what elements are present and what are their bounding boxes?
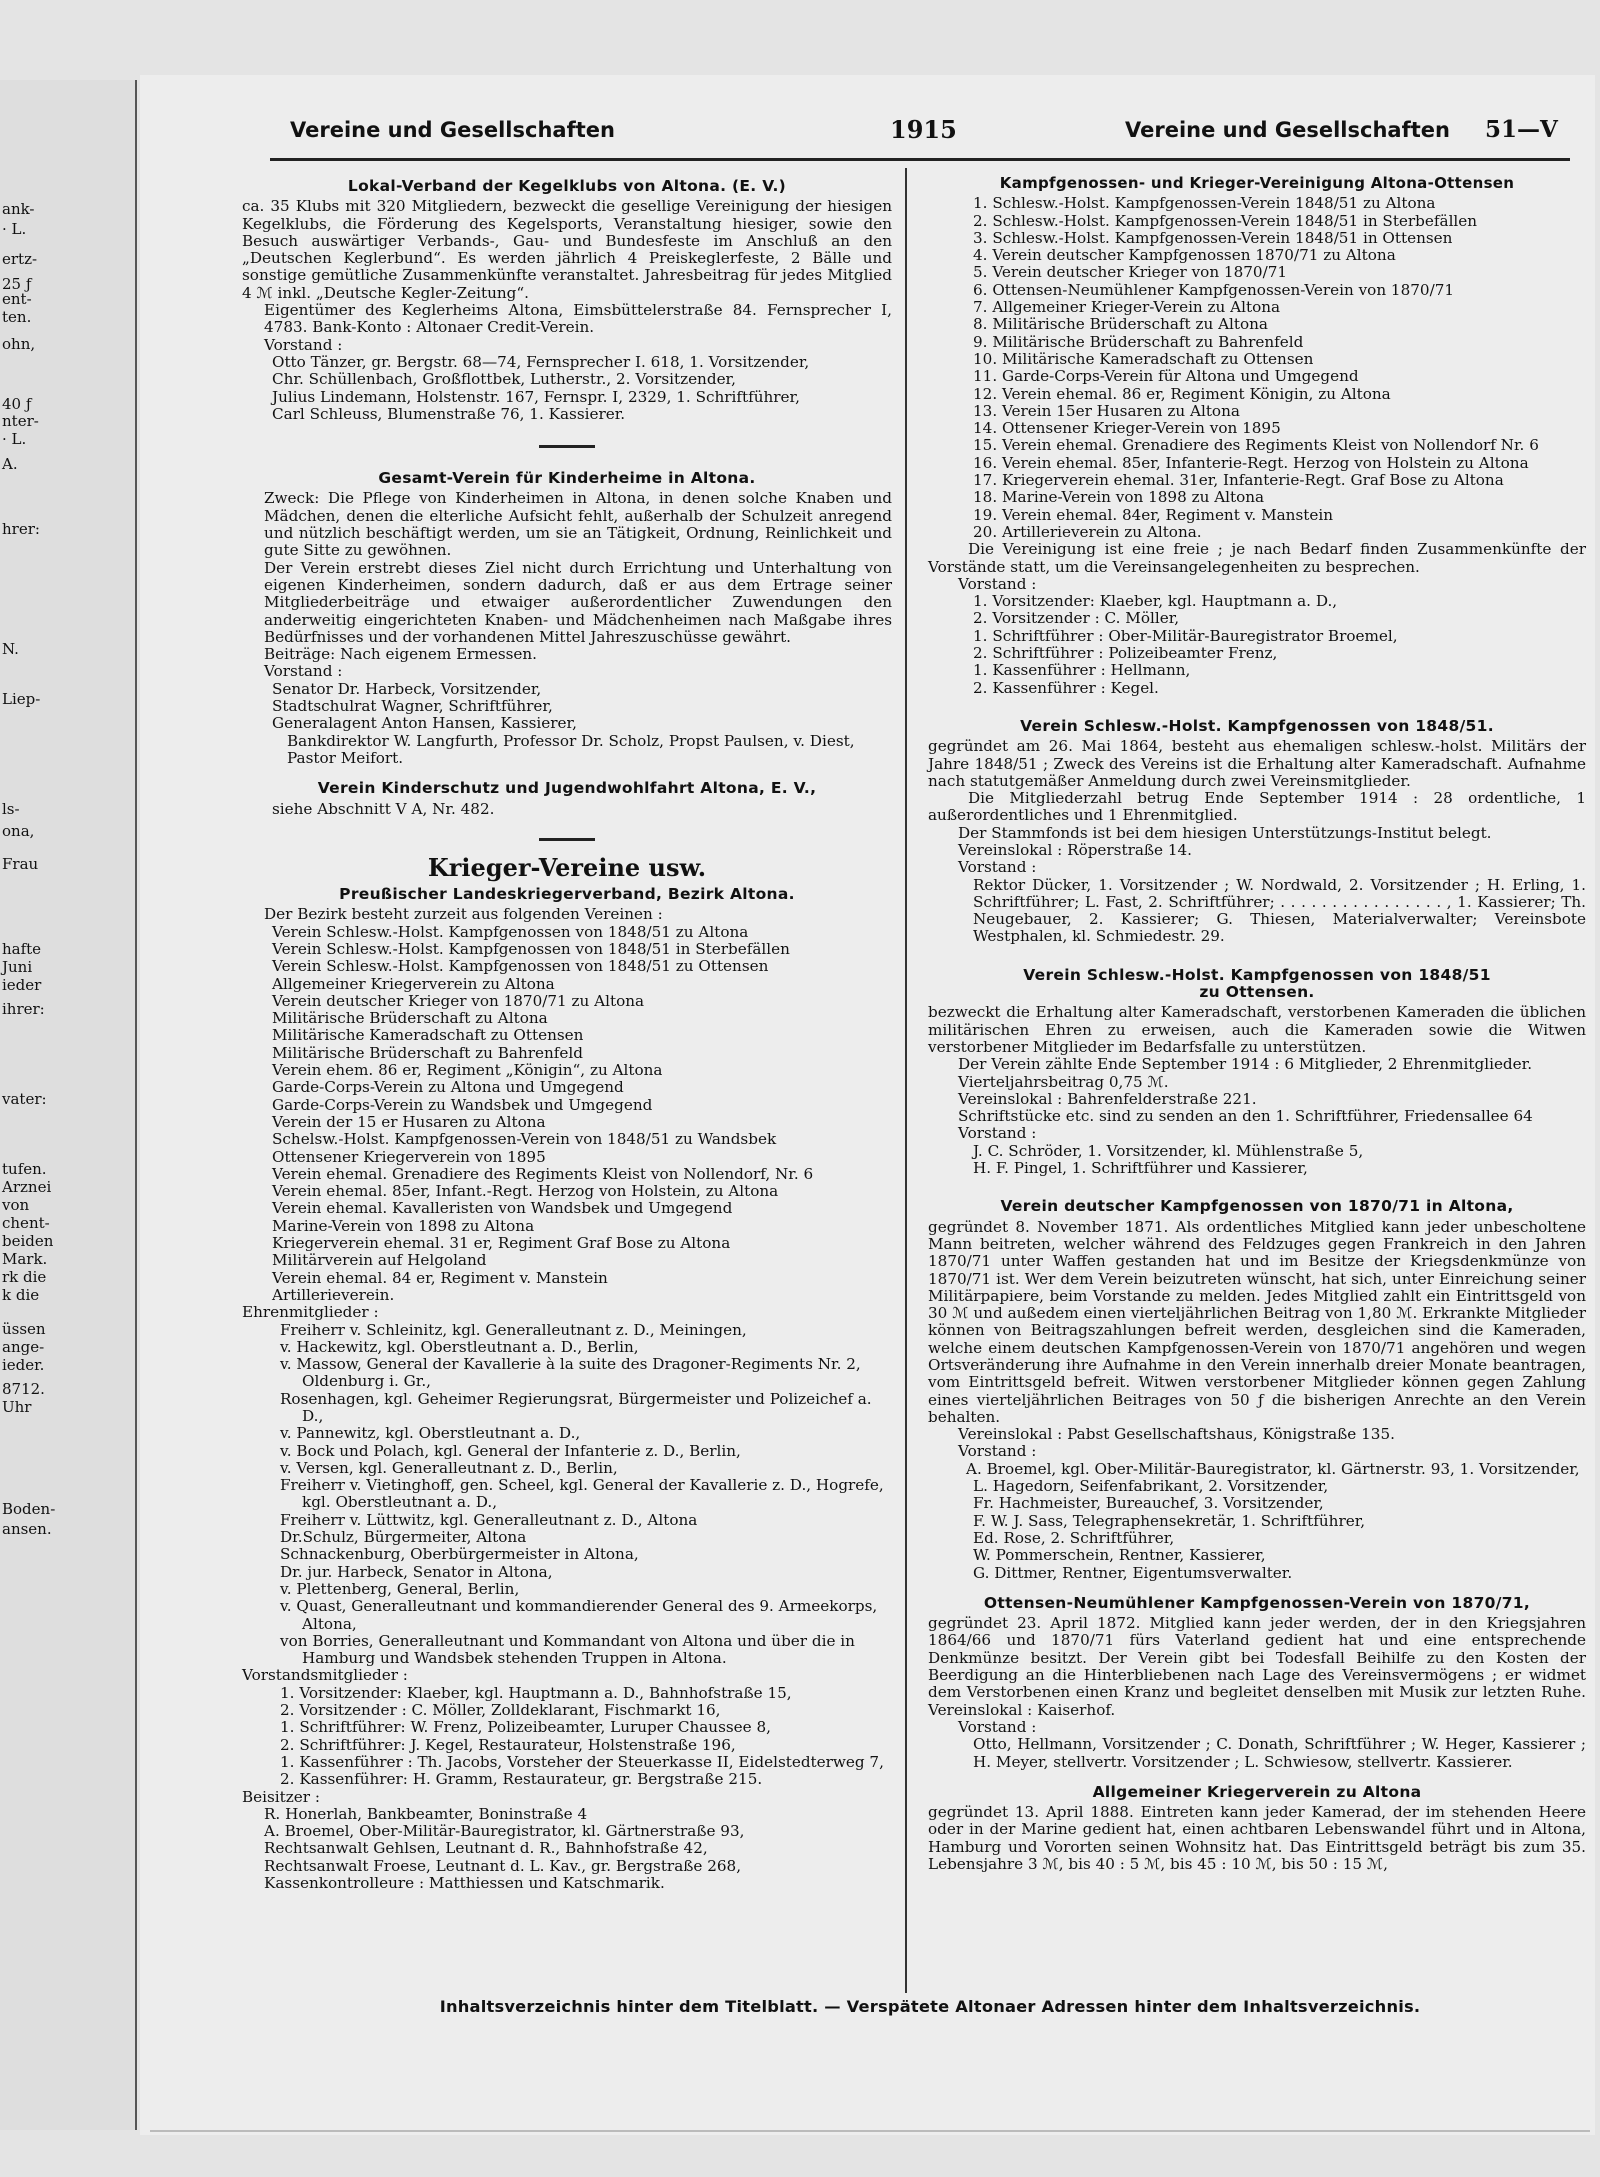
running-head-right: Vereine und Gesellschaften — [1125, 118, 1450, 142]
section-text: Schriftstücke etc. sind zu senden an den 1. Schriftführer, Friedensallee 64 — [958, 1107, 1533, 1126]
list-item: 14. Ottensener Krieger-Verein von 1895 — [973, 419, 1281, 438]
beisitzer-label: Beisitzer : — [242, 1787, 320, 1806]
section-title: Lokal-Verband der Kegelklubs von Altona. (E. V.) — [347, 177, 787, 195]
list-item: 19. Verein ehemal. 84er, Regiment v. Manstein — [973, 505, 1333, 524]
section-subtitle: zu Ottensen. — [1199, 983, 1315, 1002]
list-item: Freiherr v. Schleinitz, kgl. Generalleutnant z. D., Meiningen, — [280, 1320, 747, 1339]
previous-page-fragment: ank- — [2, 200, 35, 218]
list-item: 18. Marine-Verein von 1898 zu Altona — [973, 488, 1265, 507]
previous-page-fragment: 40 ƒ — [2, 395, 32, 413]
previous-page-fragment: · L. — [2, 430, 27, 448]
previous-page-fragment: ieder. — [2, 1356, 45, 1374]
list-item: 1. Vorsitzender: Klaeber, kgl. Hauptmann a. D., — [973, 592, 1338, 611]
list-item: 11. Garde-Corps-Verein für Altona und Umgegend — [973, 367, 1359, 386]
section-text: Der Bezirk besteht zurzeit aus folgenden Vereinen : — [264, 905, 663, 924]
previous-page-fragment: ange- — [2, 1338, 45, 1356]
section-text: Vereinslokal : Bahrenfelderstraße 221. — [958, 1089, 1257, 1108]
list-item: Fr. Hachmeister, Bureauchef, 3. Vorsitzender, — [973, 1494, 1324, 1513]
section-title: Kampfgenossen- und Krieger-Vereinigung Altona-Ottensen — [999, 174, 1515, 192]
page-number: 51—V — [1485, 116, 1558, 143]
list-item: Militärische Brüderschaft zu Bahrenfeld — [272, 1043, 583, 1062]
vorstand-label: Vorstand : — [958, 1442, 1037, 1461]
list-item: 5. Verein deutscher Krieger von 1870/71 — [973, 263, 1288, 282]
list-item: 10. Militärische Kameradschaft zu Ottensen — [973, 349, 1314, 368]
list-item: Ed. Rose, 2. Schriftführer, — [973, 1528, 1175, 1547]
list-item: v. Hackewitz, kgl. Oberstleutnant a. D., Berlin, — [280, 1337, 639, 1356]
previous-page-fragment: A. — [2, 455, 18, 473]
list-item: Marine-Verein von 1898 zu Altona — [272, 1216, 535, 1235]
previous-page-fragment: vater: — [2, 1090, 47, 1108]
list-item: 1. Vorsitzender: Klaeber, kgl. Hauptmann a. D., Bahnhofstraße 15, — [280, 1683, 792, 1702]
section-text: Die Vereinigung ist eine freie ; je nach Bedarf finden Zusammenkünfte der Vorstände statt, um die Vereinsangelegenheiten zu besprechen. — [928, 540, 1586, 576]
list-item: Freiherr v. Lüttwitz, kgl. Generalleutnant z. D., Altona — [280, 1510, 698, 1529]
section-text: siehe Abschnitt V A, Nr. 482. — [272, 799, 495, 818]
section-divider — [539, 445, 595, 448]
list-item: Generalagent Anton Hansen, Kassierer, — [272, 714, 577, 733]
list-item: Militärische Brüderschaft zu Altona — [272, 1009, 548, 1028]
list-item: Dr. jur. Harbeck, Senator in Altona, — [280, 1562, 553, 1581]
previous-page-fragment: Frau — [2, 855, 39, 873]
previous-page-fragment: ertz- — [2, 250, 38, 268]
previous-page-fragment: ls- — [2, 800, 20, 818]
running-head-left: Vereine und Gesellschaften — [290, 118, 615, 142]
list-item: 12. Verein ehemal. 86 er, Regiment Königin, zu Altona — [973, 384, 1391, 403]
list-item: J. C. Schröder, 1. Vorsitzender, kl. Mühlenstraße 5, — [973, 1141, 1364, 1160]
list-item: Militärische Kameradschaft zu Ottensen — [272, 1026, 584, 1045]
list-item: 7. Allgemeiner Krieger-Verein zu Altona — [973, 298, 1281, 317]
list-item: Verein ehemal. 85er, Infant.-Regt. Herzog von Holstein, zu Altona — [272, 1182, 779, 1201]
ehren-label: Ehrenmitglieder : — [242, 1303, 379, 1322]
previous-page-fragment: üssen — [2, 1320, 46, 1338]
list-item: Garde-Corps-Verein zu Wandsbek und Umgegend — [272, 1095, 653, 1114]
list-item: 2. Vorsitzender : C. Möller, Zolldeklarant, Fischmarkt 16, — [280, 1701, 721, 1720]
list-item: H. F. Pingel, 1. Schriftführer und Kassierer, — [973, 1159, 1308, 1178]
running-head-year: 1915 — [890, 115, 957, 144]
previous-page-fragment: ansen. — [2, 1520, 52, 1538]
section-text: Otto, Hellmann, Vorsitzender ; C. Donath, Schriftführer ; W. Heger, Kassierer ; H. Meyer, stellvertr. Vorsitzender ; L. Schwiesow, stellvertr. Kassierer. — [973, 1735, 1586, 1771]
list-item: Dr.Schulz, Bürgermeiter, Altona — [280, 1528, 527, 1547]
previous-page-fragment: nter- — [2, 412, 39, 430]
list-item: Freiherr v. Vietinghoff, gen. Scheel, kgl. General der Kavallerie z. D., Hogrefe, kgl. Oberstleutnant a. D., — [280, 1476, 884, 1512]
section-title: Preußischer Landeskriegerverband, Bezirk Altona. — [339, 885, 795, 904]
section-text: Rektor Dücker, 1. Vorsitzender ; W. Nordwald, 2. Vorsitzender ; H. Erling, 1. Schriftführer; L. Fast, 2. Schriftführer; . . . . . . . . . . . . . . . . , 1. Kassierer; Th. Neugebauer, 2. Kassierer; G. Thiesen, Materialverwalter; Vereinsbote Westphalen, kl. Schmiedestr. 29. — [973, 875, 1586, 946]
list-item: 2. Schriftführer: J. Kegel, Restaurateur, Holstenstraße 196, — [280, 1735, 736, 1754]
list-item: 2. Kassenführer: H. Gramm, Restaurateur, gr. Bergstraße 215. — [280, 1770, 763, 1789]
section-text: Der Verein erstrebt dieses Ziel nicht durch Errichtung und Unterhaltung von eigenen Kinderheimen, sondern dadurch, daß er aus dem Ertrage seiner Mitgliederbeiträge und etwaiger außerordentlicher Zuwendungen den anderweitig eingerichteten Knaben- und Mädchenheimen nach Maßgabe ihres Bedürfnisses und der vorhandenen Mittel Jahreszuschüsse gewährt. — [264, 558, 892, 646]
list-item: 17. Kriegerverein ehemal. 31er, Infanterie-Regt. Graf Bose zu Altona — [973, 471, 1504, 490]
chapter-title: Krieger-Vereine usw. — [427, 852, 707, 882]
previous-page-fragment: Mark. — [2, 1250, 48, 1268]
list-item: v. Versen, kgl. Generalleutnant z. D., Berlin, — [280, 1458, 618, 1477]
list-item: 1. Schlesw.-Holst. Kampfgenossen-Verein 1848/51 zu Altona — [973, 194, 1436, 213]
section-text: bezweckt die Erhaltung alter Kameradschaft, verstorbenen Kameraden die üblichen militärischen Ehren zu erweisen, auch die Kameraden sowie die Witwen verstorbener Mitglieder im Bedarfsfalle zu unterstützen. — [928, 1003, 1586, 1056]
previous-page-fragment: N. — [2, 640, 19, 658]
page-footer: Inhaltsverzeichnis hinter dem Titelblatt. — Verspätete Altonaer Adressen hinter dem Inhaltsverzeichnis. — [439, 1997, 1421, 2016]
section-text: gegründet 13. April 1888. Eintreten kann jeder Kamerad, der im stehenden Heere oder in der Marine gedient hat, einen achtbaren Lebenswandel führt und in Altona, Hamburg und Vororten seinen Wohnsitz hat. Das Eintrittsgeld beträgt bis zum 35. Lebensjahre 3 ℳ, bis 40 : 5 ℳ, bis 45 : 10 ℳ, bis 50 : 15 ℳ, — [928, 1803, 1586, 1874]
previous-page-fragment: ten. — [2, 308, 32, 326]
list-item: F. W. J. Sass, Telegraphensekretär, 1. Schriftführer, — [973, 1511, 1366, 1530]
list-item: Verein ehemal. Kavalleristen von Wandsbek und Umgegend — [272, 1199, 733, 1218]
previous-page-fragment: beiden — [2, 1232, 54, 1250]
list-item: Rosenhagen, kgl. Geheimer Regierungsrat, Bürgermeister und Polizeichef a. D., — [280, 1389, 872, 1425]
section-divider — [539, 838, 595, 841]
list-item: 16. Verein ehemal. 85er, Infanterie-Regt. Herzog von Holstein zu Altona — [973, 453, 1529, 472]
list-item: Verein der 15 er Husaren zu Altona — [272, 1112, 546, 1131]
list-item: Bankdirektor W. Langfurth, Professor Dr. Scholz, Propst Paulsen, v. Diest, Pastor Meifort. — [287, 731, 855, 767]
previous-page-fragment: hafte — [2, 940, 42, 958]
section-title: Verein Schlesw.-Holst. Kampfgenossen von 1848/51 — [1023, 965, 1491, 984]
list-item: Verein deutscher Krieger von 1870/71 zu Altona — [272, 991, 645, 1010]
section-title: Gesamt-Verein für Kinderheime in Altona. — [378, 469, 756, 488]
section-text: Die Mitgliederzahl betrug Ende September 1914 : 28 ordentliche, 1 außerordentliches und 1 Ehrenmitglied. — [928, 789, 1586, 825]
page-bottom-edge — [150, 2130, 1590, 2132]
list-item: 2. Schlesw.-Holst. Kampfgenossen-Verein 1848/51 in Sterbefällen — [973, 211, 1478, 230]
list-item: Senator Dr. Harbeck, Vorsitzender, — [272, 679, 542, 698]
previous-page-fragment: Liep- — [2, 690, 41, 708]
list-item: 2. Schriftführer : Polizeibeamter Frenz, — [973, 644, 1278, 663]
list-item: Stadtschulrat Wagner, Schriftführer, — [272, 697, 553, 716]
left-column — [242, 175, 892, 1892]
list-item: Verein ehem. 86 er, Regiment „Königin“, zu Altona — [272, 1061, 663, 1080]
list-item: Kriegerverein ehemal. 31 er, Regiment Graf Bose zu Altona — [272, 1234, 731, 1253]
list-item: R. Honerlah, Bankbeamter, Boninstraße 4 — [264, 1804, 588, 1823]
vorstand-label: Vorstandsmitglieder : — [242, 1666, 408, 1685]
previous-page-fragment: ihrer: — [2, 1000, 45, 1018]
list-item: G. Dittmer, Rentner, Eigentumsverwalter. — [973, 1563, 1293, 1582]
list-item: Julius Lindemann, Holstenstr. 167, Fernspr. I, 2329, 1. Schriftführer, — [272, 387, 800, 406]
previous-page-fragment: ohn, — [2, 335, 36, 353]
list-item: v. Quast, Generalleutnant und kommandierender General des 9. Armeekorps, Altona, — [280, 1597, 878, 1633]
list-item: 1. Schriftführer: W. Frenz, Polizeibeamter, Luruper Chaussee 8, — [280, 1718, 771, 1737]
section-text: ca. 35 Klubs mit 320 Mitgliedern, bezweckt die gesellige Vereinigung der hiesigen Kegelklubs, die Förderung des Kegelsports, Veranstaltung hiesiger, sowie den Besuch auswärtiger Verbands-, Gau- und Bundesfeste im Anschluß an den „Deutschen Keglerbund“. Es werden jährlich 4 Preiskeglerfeste, 2 Bälle und sonstige gemütliche Zusammenkünfte veranstaltet. Jahresbeitrag für jedes Mitglied 4 ℳ inkl. „Deutsche Kegler-Zeitung“. — [242, 197, 892, 302]
list-item: 3. Schlesw.-Holst. Kampfgenossen-Verein 1848/51 in Ottensen — [973, 228, 1453, 247]
section-text: Vereinslokal : Röperstraße 14. — [958, 840, 1193, 859]
previous-page-fragment: rk die — [2, 1268, 47, 1286]
list-item: Artillerieverein. — [272, 1285, 395, 1304]
list-item: v. Pannewitz, kgl. Oberstleutnant a. D., — [280, 1424, 581, 1443]
previous-page-edge — [0, 80, 137, 2130]
right-column — [928, 172, 1586, 1873]
list-item: Verein ehemal. Grenadiere des Regiments Kleist von Nollendorf, Nr. 6 — [272, 1164, 814, 1183]
previous-page-fragment: 8712. — [2, 1380, 45, 1398]
previous-page-fragment: ona, — [2, 822, 35, 840]
list-item: 1. Schriftführer : Ober-Militär-Bauregistrator Broemel, — [973, 626, 1398, 645]
section-text: Zweck: Die Pflege von Kinderheimen in Altona, in denen solche Knaben und Mädchen, denen die elterliche Aufsicht fehlt, außerhalb der Schulzeit anregend und nützlich beschäftigt werden, um sie an Tätigkeit, Ordnung, Reinlichkeit und gute Sitte zu gewöhnen. — [264, 489, 892, 560]
running-head — [140, 115, 1560, 158]
section-text: gegründet 23. April 1872. Mitglied kann jeder werden, der in den Kriegsjahren 1864/66 und 1870/71 fürs Vaterland gedient hat und eine entsprechende Denkmünze besitzt. Der Verein gibt bei Todesfall Beihilfe zu den Kosten der Beerdigung an die Hinterbliebenen nach Lage des Vereinsvermögens ; er widmet dem Verstorbenen einen Kranz und begleitet denselben mit Musik zur letzten Ruhe. Vereinslokal : Kaiserhof. — [928, 1614, 1586, 1719]
list-item: 20. Artillerieverein zu Altona. — [973, 522, 1202, 541]
list-item: 2. Vorsitzender : C. Möller, — [973, 609, 1180, 628]
previous-page-fragment: ieder — [2, 976, 42, 994]
list-item: 13. Verein 15er Husaren zu Altona — [973, 401, 1240, 420]
list-item: Chr. Schüllenbach, Großflottbek, Lutherstr., 2. Vorsitzender, — [272, 370, 736, 389]
list-item: Kassenkontrolleure : Matthiessen und Katschmarik. — [264, 1874, 665, 1893]
list-item: 1. Kassenführer : Hellmann, — [973, 661, 1191, 680]
list-item: 1. Kassenführer : Th. Jacobs, Vorsteher der Steuerkasse II, Eidelstedterweg 7, — [280, 1752, 884, 1771]
list-item: A. Broemel, Ober-Militär-Bauregistrator, kl. Gärtnerstraße 93, — [264, 1822, 745, 1841]
list-item: Schelsw.-Holst. Kampfgenossen-Verein von 1848/51 zu Wandsbek — [272, 1130, 777, 1149]
list-item: 4. Verein deutscher Kampfgenossen 1870/71 zu Altona — [973, 246, 1396, 265]
list-item: 15. Verein ehemal. Grenadiere des Regiments Kleist von Nollendorf Nr. 6 — [973, 436, 1539, 455]
previous-page-fragment: ent- — [2, 290, 32, 308]
list-item: Ottensener Kriegerverein von 1895 — [272, 1147, 546, 1166]
list-item: 9. Militärische Brüderschaft zu Bahrenfeld — [973, 332, 1304, 351]
list-item: Carl Schleuss, Blumenstraße 76, 1. Kassierer. — [272, 404, 626, 423]
section-text: Der Stammfonds ist bei dem hiesigen Unterstützungs-Institut belegt. — [958, 823, 1492, 842]
list-item: Rechtsanwalt Gehlsen, Leutnant d. R., Bahnhofstraße 42, — [264, 1839, 708, 1858]
column-rule — [905, 168, 907, 1993]
previous-page-fragment: tufen. — [2, 1160, 47, 1178]
list-item: Schnackenburg, Oberbürgermeister in Altona, — [280, 1545, 639, 1564]
section-text: Vereinslokal : Pabst Gesellschaftshaus, Königstraße 135. — [958, 1425, 1395, 1444]
section-title: Ottensen-Neumühlener Kampfgenossen-Verein von 1870/71, — [983, 1593, 1531, 1612]
previous-page-fragment: · L. — [2, 220, 27, 238]
list-item: Verein Schlesw.-Holst. Kampfgenossen von 1848/51 in Sterbefällen — [272, 939, 790, 958]
head-rule — [270, 158, 1570, 161]
section-text: Vierteljahrsbeitrag 0,75 ℳ. — [958, 1072, 1169, 1091]
vorstand-label: Vorstand : — [264, 335, 343, 354]
vorstand-label: Vorstand : — [958, 1717, 1037, 1736]
list-item: 2. Kassenführer : Kegel. — [973, 678, 1159, 697]
list-item: 6. Ottensen-Neumühlener Kampfgenossen-Verein von 1870/71 — [973, 280, 1455, 299]
previous-page-fragment: 25 ƒ — [2, 275, 32, 293]
list-item: 8. Militärische Brüderschaft zu Altona — [973, 315, 1268, 334]
list-item: v. Bock und Polach, kgl. General der Infanterie z. D., Berlin, — [280, 1441, 741, 1460]
list-item: Allgemeiner Kriegerverein zu Altona — [272, 974, 555, 993]
previous-page-fragment: k die — [2, 1286, 40, 1304]
vorstand-label: Vorstand : — [958, 574, 1037, 593]
list-item: Verein Schlesw.-Holst. Kampfgenossen von 1848/51 zu Ottensen — [272, 957, 769, 976]
section-title: Allgemeiner Kriegerverein zu Altona — [1092, 1782, 1422, 1801]
previous-page-fragment: von — [2, 1196, 30, 1214]
section-text: Der Verein zählte Ende September 1914 : 6 Mitglieder, 2 Ehrenmitglieder. — [958, 1055, 1533, 1074]
section-text: Beiträge: Nach eigenem Ermessen. — [264, 645, 538, 664]
list-item: L. Hagedorn, Seifenfabrikant, 2. Vorsitzender, — [973, 1477, 1329, 1496]
vorstand-label: Vorstand : — [958, 1124, 1037, 1143]
list-item: v. Massow, General der Kavallerie à la suite des Dragoner-Regiments Nr. 2, Oldenburg i. Gr., — [280, 1355, 861, 1391]
previous-page-fragment: Boden- — [2, 1500, 56, 1518]
list-item: von Borries, Generalleutnant und Kommandant von Altona und über die in Hamburg und Wandsbek stehenden Truppen in Altona. — [280, 1631, 855, 1668]
list-item: Verein ehemal. 84 er, Regiment v. Manstein — [272, 1268, 608, 1287]
list-item: A. Broemel, kgl. Ober-Militär-Bauregistrator, kl. Gärtnerstr. 93, 1. Vorsitzender, — [966, 1459, 1580, 1478]
section-title: Verein Schlesw.-Holst. Kampfgenossen von 1848/51. — [1020, 716, 1494, 735]
previous-page-fragment: Juni — [2, 958, 33, 976]
vorstand-label: Vorstand : — [958, 858, 1037, 877]
section-text: gegründet 8. November 1871. Als ordentliches Mitglied kann jeder unbescholtene Mann beitreten, welcher während des Feldzuges gegen Frankreich in den Jahren 1870/71 unter Waffen gestanden hat und im Besitze der Kriegsdenkmünze von 1870/71 ist. Wer dem Verein beizutreten wünscht, hat sich, unter Einreichung seiner Militärpapiere, beim Vorstande zu melden. Jedes Mitglied zahlt ein Eintrittsgeld von 30 ℳ und außedem einen vierteljährlichen Beitrag von 1,80 ℳ. Erkrankte Mitglieder können von Beitragszahlungen befreit werden, desgleichen sind die Kameraden, welche einem deutschen Kampfgenossen-Verein von 1870/71 angehören und wegen Ortsveränderung ihre Aufnahme in den Verein innerhalb dreier Monate beantragen, vom Eintrittsgeld befreit. Witwen verstorbener Mitglieder können gegen Zahlung eines vierteljährlichen Beitrages von 50 ƒ die bisherigen Anrechte an den Verein behalten. — [928, 1217, 1586, 1426]
previous-page-fragment: Arznei — [2, 1178, 52, 1196]
section-text: Eigentümer des Keglerheims Altona, Eimsbüttelerstraße 84. Fernsprecher I, 4783. Bank-Konto : Altonaer Credit-Verein. — [264, 301, 892, 337]
list-item: Rechtsanwalt Froese, Leutnant d. L. Kav., gr. Bergstraße 268, — [264, 1856, 742, 1875]
vorstand-label: Vorstand : — [264, 662, 343, 681]
section-title: Verein Kinderschutz und Jugendwohlfahrt Altona, E. V., — [317, 779, 817, 798]
list-item: W. Pommerschein, Rentner, Kassierer, — [973, 1546, 1266, 1565]
list-item: Militärverein auf Helgoland — [272, 1251, 487, 1270]
section-title: Verein deutscher Kampfgenossen von 1870/71 in Altona, — [1000, 1197, 1514, 1216]
list-item: v. Plettenberg, General, Berlin, — [280, 1579, 520, 1598]
list-item: Otto Tänzer, gr. Bergstr. 68—74, Fernsprecher I. 618, 1. Vorsitzender, — [272, 352, 810, 371]
list-item: Garde-Corps-Verein zu Altona und Umgegend — [272, 1078, 624, 1097]
list-item: Verein Schlesw.-Holst. Kampfgenossen von 1848/51 zu Altona — [272, 922, 749, 941]
previous-page-fragment: chent- — [2, 1214, 50, 1232]
section-text: gegründet am 26. Mai 1864, besteht aus ehemaligen schlesw.-holst. Militärs der Jahre 1848/51 ; Zweck des Vereins ist die Erhaltung alter Kameradschaft. Aufnahme nach statutgemäßer Anmeldung durch zwei Vereinsmitglieder. — [928, 737, 1586, 790]
previous-page-fragment: Uhr — [2, 1398, 32, 1416]
previous-page-fragment: hrer: — [2, 520, 40, 538]
